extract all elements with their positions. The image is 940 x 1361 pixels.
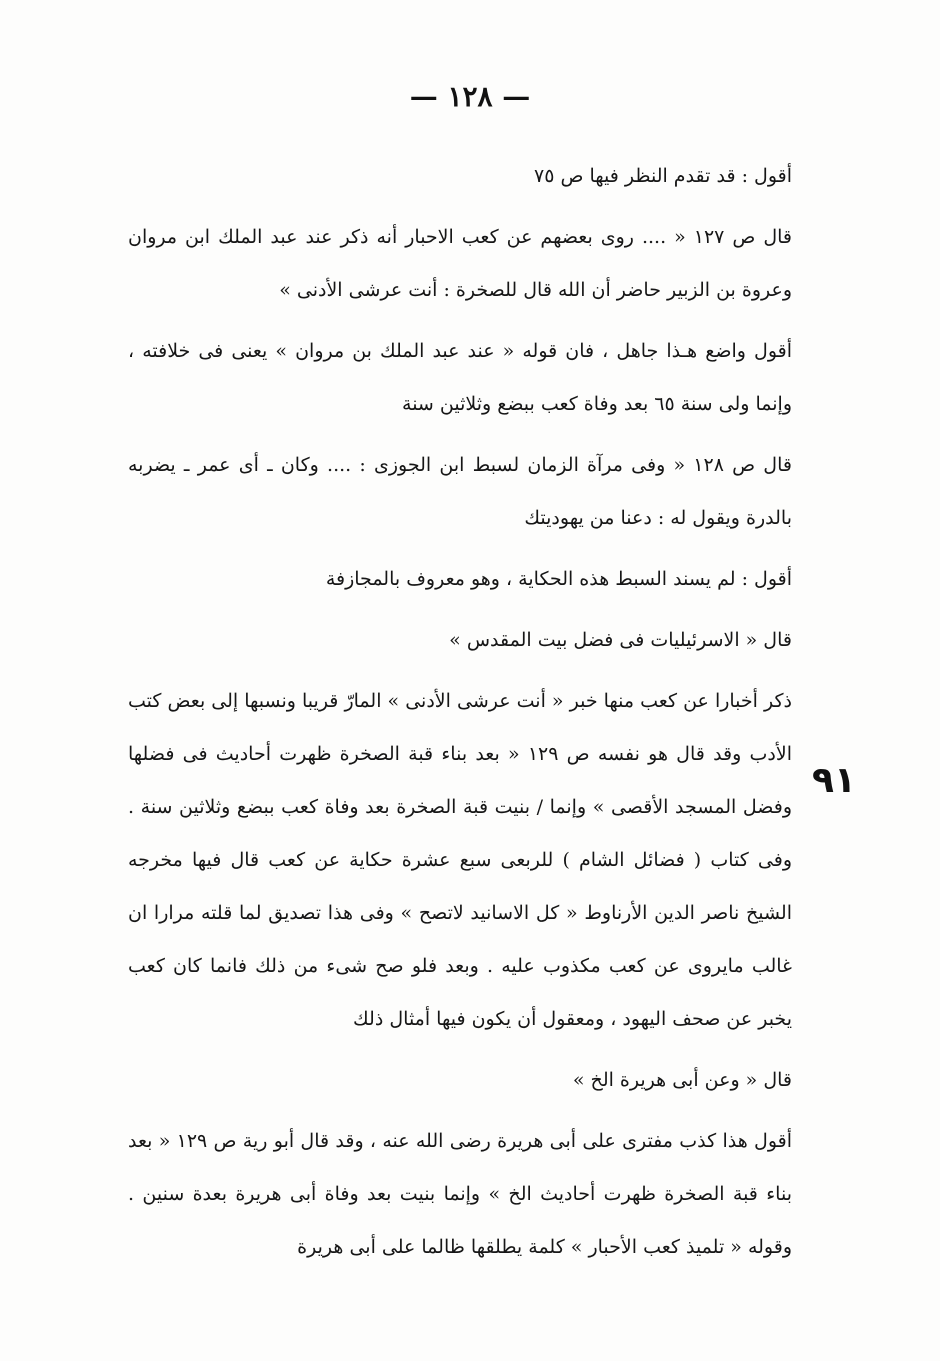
paragraph-4: قال ص ١٢٨ « وفى مرآة الزمان لسبط ابن الجوزى : .... وكان ـ أى عمر ـ يضربه بالدرة ويقول له : دعنا من يهوديتك (128, 454, 792, 529)
paragraph-5: أقول : لم يسند السبط هذه الحكاية ، وهو معروف بالمجازفة (325, 568, 792, 590)
paragraph-8: قال « وعن أبى هريرة الخ » (572, 1069, 792, 1091)
paragraph-2: قال ص ١٢٧ « .... روى بعضهم عن كعب الاحبار أنه ذكر عند عبد الملك ابن مروان وعروة بن الزبير حاضر أن الله قال للصخرة : أنت عرشى الأدنى » (128, 226, 792, 301)
paragraph-1: أقول : قد تقدم النظر فيها ص ٧٥ (534, 165, 792, 187)
paragraph-9: أقول هذا كذب مفترى على أبى هريرة رضى الله عنه ، وقد قال أبو رية ص ١٢٩ « بعد بناء قبة الصخرة ظهرت أحاديث الخ » وإنما بنيت بعد وفاة أبى هريرة بعدة سنين . وقوله « تلميذ كعب الأحبار » كلمة يطلقها ظالما على أبى هريرة (128, 1130, 792, 1258)
paragraph-7: ذكر أخبارا عن كعب منها خبر « أنت عرشى الأدنى » المارّ قريبا ونسبها إلى بعض كتب الأدب وقد قال هو نفسه ص ١٢٩ « بعد بناء قبة الصخرة ظهرت أحاديث فى فضلها وفضل المسجد الأقصى » وإنما / بنيت قبة الصخرة بعد وفاة كعب ببضع وثلاثين سنة . وفى كتاب ( فضائل الشام ) للربعى سبع عشرة حكاية عن كعب قال فيها مخرجه الشيخ ناصر الدين الأرناوط « كل الاسانيد لاتصح » وفى هذا تصديق لما قلته مرارا ان غالب مايروى عن كعب مكذوب عليه . وبعد فلو صح شىء من ذلك فانما كان كعب يخبر عن صحف اليهود ، ومعقول أن يكون فيها أمثال ذلك (128, 690, 792, 1030)
page-number: — ١٢٨ — (409, 80, 531, 113)
paragraph-6: قال « الاسرئيليات فى فضل بيت المقدس » (449, 629, 792, 651)
margin-note: ٩١ (812, 760, 856, 801)
paragraph-3: أقول واضع هـذا جاهل ، فان قوله « عند عبد الملك بن مروان » يعنى فى خلافته ، وإنما ولى سنة ٦٥ بعد وفاة كعب ببضع وثلاثين سنة (128, 340, 792, 415)
page-body (128, 150, 792, 1282)
